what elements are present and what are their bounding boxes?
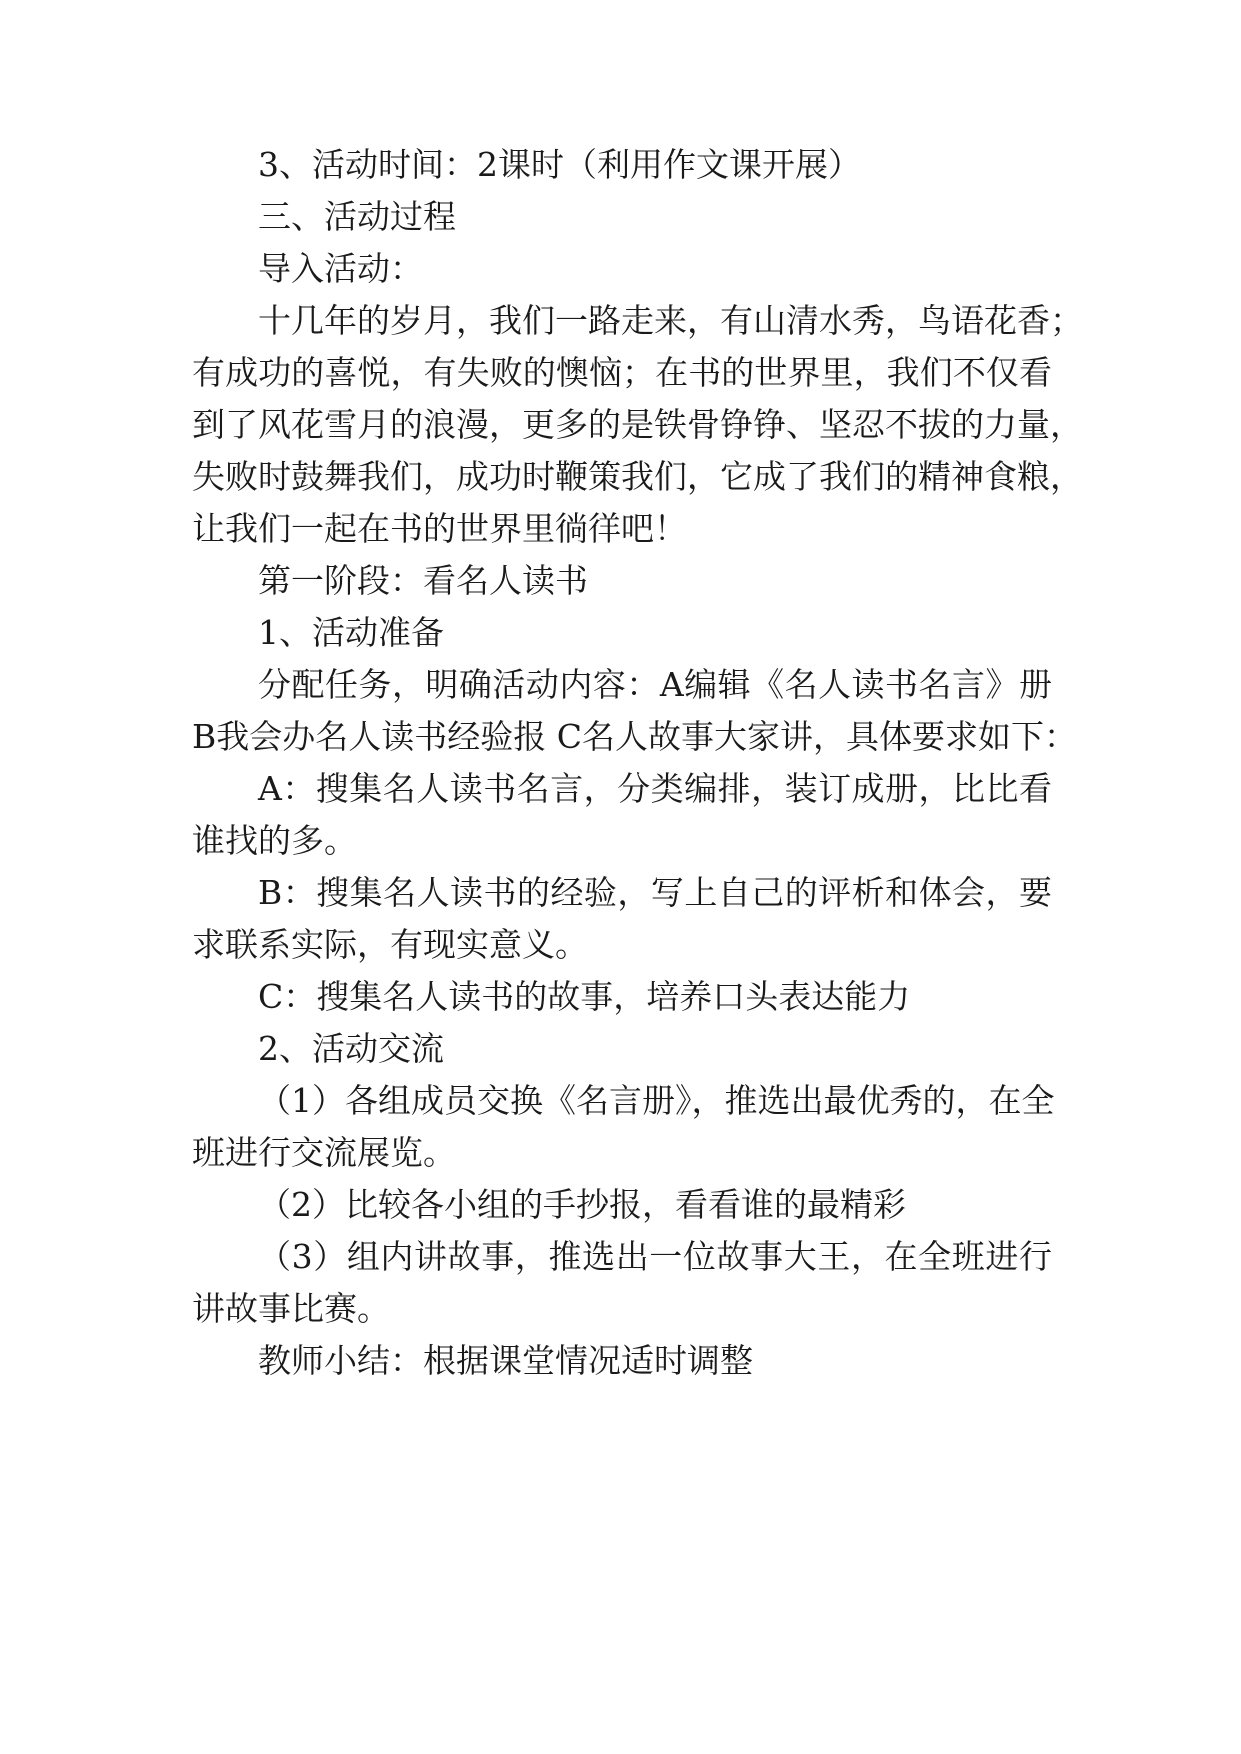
paragraph-line: A：搜集名人读书名言，分类编排，装订成册，比比看 (258, 769, 1052, 808)
paragraph-line: 1、活动准备 (258, 613, 444, 652)
section-heading: 第一阶段：看名人读书 (258, 561, 588, 600)
paragraph-line: 分配任务，明确活动内容：A编辑《名人读书名言》册 (258, 665, 1052, 704)
paragraph-line: B我会办名人读书经验报 C名人故事大家讲，具体要求如下： (192, 717, 1077, 756)
paragraph-line: 3、活动时间：2课时（利用作文课开展） (258, 145, 861, 184)
paragraph-line: 教师小结：根据课堂情况适时调整 (258, 1341, 753, 1380)
paragraph-line: 有成功的喜悦，有失败的懊恼；在书的世界里，我们不仅看 (192, 353, 1052, 392)
paragraph-line: 求联系实际，有现实意义。 (192, 925, 588, 964)
paragraph-line: 十几年的岁月，我们一路走来，有山清水秀，鸟语花香； (258, 301, 1083, 340)
paragraph-line: 让我们一起在书的世界里徜徉吧！ (192, 509, 687, 548)
section-heading: 三、活动过程 (258, 197, 456, 236)
paragraph-line: 导入活动： (258, 249, 423, 288)
paragraph-line: 到了风花雪月的浪漫，更多的是铁骨铮铮、坚忍不拔的力量， (192, 405, 1083, 444)
paragraph-line: 讲故事比赛。 (192, 1289, 390, 1328)
paragraph-line: 2、活动交流 (258, 1029, 444, 1068)
paragraph-line: （2）比较各小组的手抄报，看看谁的最精彩 (258, 1185, 906, 1224)
paragraph-line: 谁找的多。 (192, 821, 357, 860)
paragraph-line: （1）各组成员交换《名言册》，推选出最优秀的，在全 (258, 1081, 1055, 1120)
paragraph-line: 失败时鼓舞我们，成功时鞭策我们，它成了我们的精神食粮， (192, 457, 1083, 496)
paragraph-line: B：搜集名人读书的经验，写上自己的评析和体会，要 (258, 873, 1052, 912)
paragraph-line: （3）组内讲故事，推选出一位故事大王，在全班进行 (258, 1237, 1052, 1276)
paragraph-line: C：搜集名人读书的故事，培养口头表达能力 (258, 977, 911, 1016)
paragraph-line: 班进行交流展览。 (192, 1133, 456, 1172)
